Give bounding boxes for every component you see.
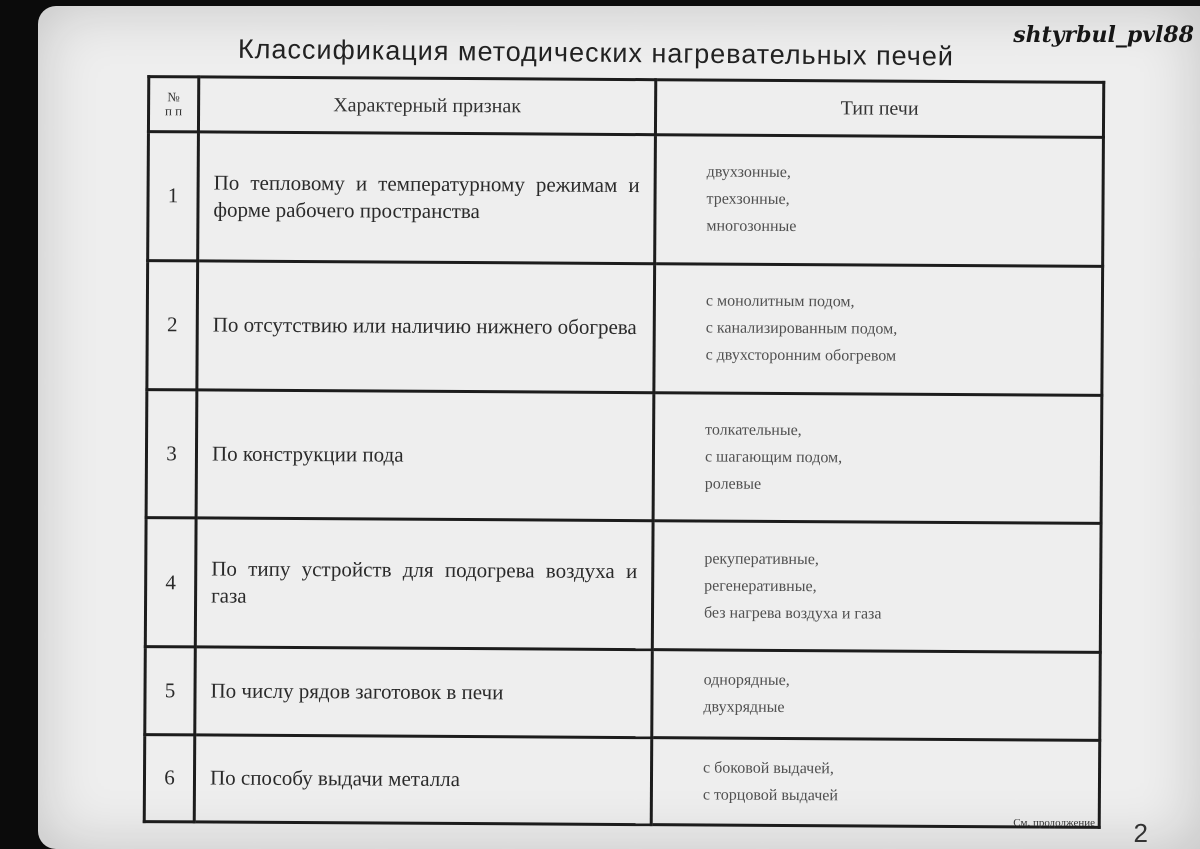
page-number: 2 (1133, 818, 1148, 848)
header-feature: Характерный признак (198, 77, 655, 135)
row-number: 5 (145, 647, 196, 735)
header-number-bottom: п п (164, 103, 183, 119)
furnace-type: двухрядные (703, 698, 785, 717)
table-row (144, 734, 1100, 827)
furnace-type: ролевые (704, 475, 762, 493)
row-number: 6 (144, 734, 195, 822)
row-number: 2 (147, 260, 198, 389)
table-row (146, 389, 1102, 524)
furnace-type: двухзонные, (706, 163, 791, 182)
row-feature: По конструкции пода (196, 389, 654, 521)
furnace-type: с монолитным подом, (705, 292, 855, 311)
row-types (655, 135, 1104, 267)
row-types (652, 650, 1101, 740)
row-feature: По числу рядов заготовок в печи (195, 647, 653, 737)
row-types (652, 521, 1101, 653)
row-feature: По тепловому и температурному режимам и форме рабочего пространства (198, 132, 656, 264)
row-number: 3 (146, 389, 197, 518)
row-types (653, 392, 1102, 524)
page-title: Классификация методических нагревательных печей (237, 33, 955, 72)
table-row (147, 260, 1103, 395)
furnace-type: с торцовой выдачей (702, 786, 839, 805)
continuation-note: См. продолжение (1013, 817, 1095, 829)
row-feature: По способу выдачи металла (194, 734, 652, 824)
table-row (145, 647, 1101, 740)
row-feature: По отсутствию или наличию нижнего обогрева (197, 261, 655, 393)
furnace-type: многозонные (706, 217, 797, 236)
furnace-type: однорядные, (703, 671, 790, 690)
furnace-type: с канализированным подом, (705, 319, 898, 338)
row-feature: По типу устройств для подогрева воздуха и газа (195, 518, 653, 650)
watermark: shtyrbul_pvl88 (1013, 22, 1194, 48)
table-row (148, 132, 1104, 267)
row-number: 1 (148, 132, 199, 261)
header-type: Тип печи (655, 80, 1103, 138)
header-number-top: № (167, 89, 180, 105)
furnace-type: трехзонные, (706, 190, 790, 209)
furnace-type: толкательные, (705, 421, 802, 440)
furnace-type: с боковой выдачей, (703, 759, 834, 778)
table-row (145, 518, 1101, 653)
furnace-type: рекуперативные, (704, 550, 819, 568)
classification-table (143, 75, 1106, 829)
row-number: 4 (145, 518, 196, 647)
furnace-type: без нагрева воздуха и газа (703, 604, 882, 623)
row-types (654, 263, 1103, 395)
furnace-type: с шагающим подом, (704, 448, 843, 467)
furnace-type: с двухсторонним обогревом (705, 346, 897, 365)
header-number (148, 77, 198, 132)
table-header-row (148, 77, 1103, 138)
furnace-type: регенеративные, (704, 577, 817, 595)
row-types (651, 737, 1100, 827)
